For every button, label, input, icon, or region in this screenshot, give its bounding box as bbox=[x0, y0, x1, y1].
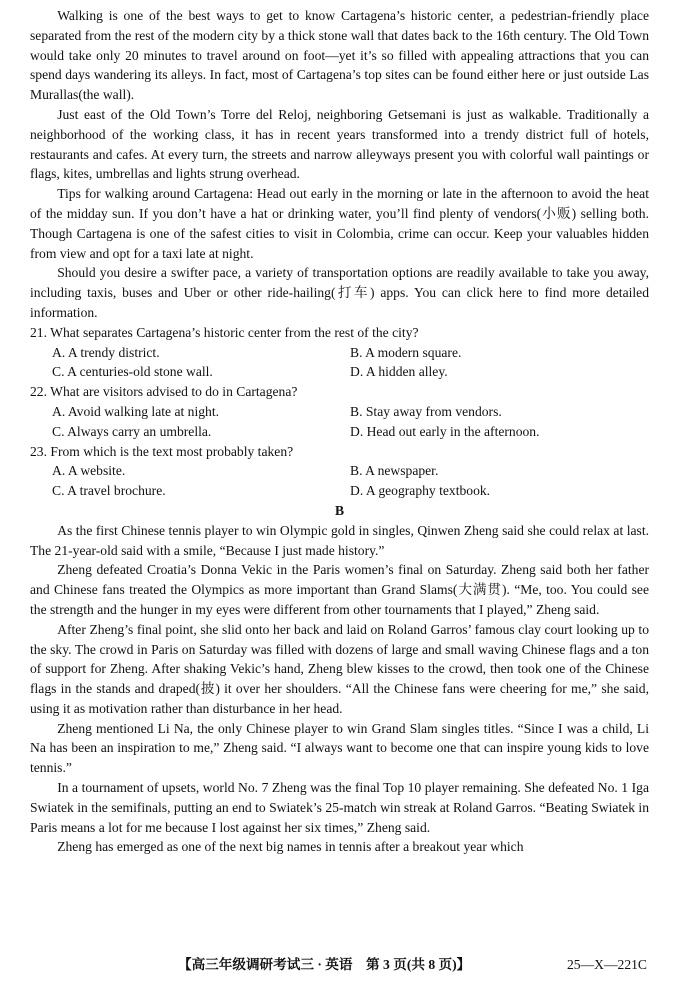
option-d: D. Head out early in the afternoon. bbox=[350, 423, 540, 439]
passage-b-paragraph: Zheng defeated Croatia’s Donna Vekic in the Paris women’s final on Saturday. Zheng said both her father and Chinese fans treated the Olympics as more important than Grand Slams(大满贯). “Me, too. You could see the strength and the hunger in my eyes were different from other tournaments that I played,” Zheng said. bbox=[30, 562, 649, 617]
option-c: C. A travel brochure. bbox=[52, 483, 166, 499]
passage-a-paragraph: Should you desire a swifter pace, a variety of transportation options are readily available to take you away, including taxis, buses and Uber or other ride-hailing(打车) apps. You can click here to find more detailed information. bbox=[30, 265, 649, 320]
question-options bbox=[30, 402, 649, 442]
passage-a-paragraph: Walking is one of the best ways to get to know Cartagena’s historic center, a pedestrian-friendly place separated from the rest of the modern city by a thick stone wall that dates back to the 16th century. The Old Town would take only 20 minutes to travel around on foot—yet it’s so filled with appealing attractions that you can spend days wandering its alleys. In fact, most of Cartagena’s top sites can be found either here or just outside Las Murallas(the wall). bbox=[30, 8, 649, 103]
passage-b-paragraph: As the first Chinese tennis player to win Olympic gold in singles, Qinwen Zheng said she could relax at last. The 21-year-old said with a smile, “Because I just made history.” bbox=[30, 522, 649, 558]
question-22 bbox=[30, 382, 649, 441]
question-21 bbox=[30, 323, 649, 382]
option-d: D. A geography textbook. bbox=[350, 483, 491, 499]
option-b: B. Stay away from vendors. bbox=[350, 403, 502, 419]
passage-b-paragraph: Zheng mentioned Li Na, the only Chinese player to win Grand Slam singles titles. “Since I was a child, Li Na has been an inspiration to me,” Zheng said. “I always want to become one that can inspire young kids to love tennis.” bbox=[30, 720, 649, 776]
question-stem: 21. What separates Cartagena’s historic center from the rest of the city? bbox=[30, 324, 419, 340]
footer-page-info: 【高三年级调研考试三 · 英语 第 3 页(共 8 页)】 bbox=[178, 957, 471, 972]
option-c: C. A centuries-old stone wall. bbox=[52, 364, 213, 380]
option-d: D. A hidden alley. bbox=[350, 364, 448, 380]
footer-exam-code: 25—X—221C bbox=[566, 957, 647, 972]
option-a: A. A trendy district. bbox=[52, 344, 160, 360]
question-options bbox=[30, 343, 649, 383]
option-b: B. A modern square. bbox=[350, 344, 462, 360]
option-a: A. Avoid walking late at night. bbox=[52, 403, 220, 419]
question-23 bbox=[30, 442, 649, 501]
option-a: A. A website. bbox=[52, 463, 126, 479]
passage-b-paragraph: In a tournament of upsets, world No. 7 Zheng was the final Top 10 player remaining. She defeated No. 1 Iga Swiatek in the semifinals, putting an end to Swiatek’s 25-match win streak at Roland Garros. “Beating Swiatek in Paris means a lot for me because I lost against her six times,” Zheng said. bbox=[30, 780, 649, 835]
passage-a-paragraph: Tips for walking around Cartagena: Head out early in the morning or late in the afternoon to avoid the heat of the midday sun. If you don’t have a hat or drinking water, you’ll find plenty of vendors(小贩) selling both. Though Cartagena is one of the safest cities to visit in Colombia, crime can occur. Keep your valuables hidden from view and opt for a taxi late at night. bbox=[30, 186, 649, 261]
section-b-heading: B bbox=[334, 502, 345, 518]
passage-b-paragraph: After Zheng’s final point, she slid onto her back and laid on Roland Garros’ famous clay court looking up to the sky. The crowd in Paris on Saturday was filled with dozens of large and small waving Chinese flags and a ton of support for Zheng. After shaking Vekic’s hand, Zheng blew kisses to the crowd, then took one of the Chinese flags in the stands and draped(披) it over her shoulders. “All the Chinese fans were cheering for me,” she said, using it as motivation rather than disturbance in her head. bbox=[30, 621, 649, 716]
option-b: B. A newspaper. bbox=[350, 463, 439, 479]
question-options bbox=[30, 461, 649, 501]
question-stem: 22. What are visitors advised to do in Cartagena? bbox=[30, 384, 298, 400]
passage-a-paragraph: Just east of the Old Town’s Torre del Reloj, neighboring Getsemani is just as walkable. Traditionally a neighborhood of the working class, it has in recent years transformed into a trendy district full of hotels, restaurants and cafes. At every turn, the streets and narrow alleyways present you with colorful wall paintings or flags, kites, umbrellas and lights strung overhead. bbox=[30, 106, 649, 182]
option-c: C. Always carry an umbrella. bbox=[52, 423, 212, 439]
question-stem: 23. From which is the text most probably taken? bbox=[30, 443, 294, 459]
passage-b-paragraph: Zheng has emerged as one of the next big names in tennis after a breakout year which bbox=[57, 839, 524, 855]
